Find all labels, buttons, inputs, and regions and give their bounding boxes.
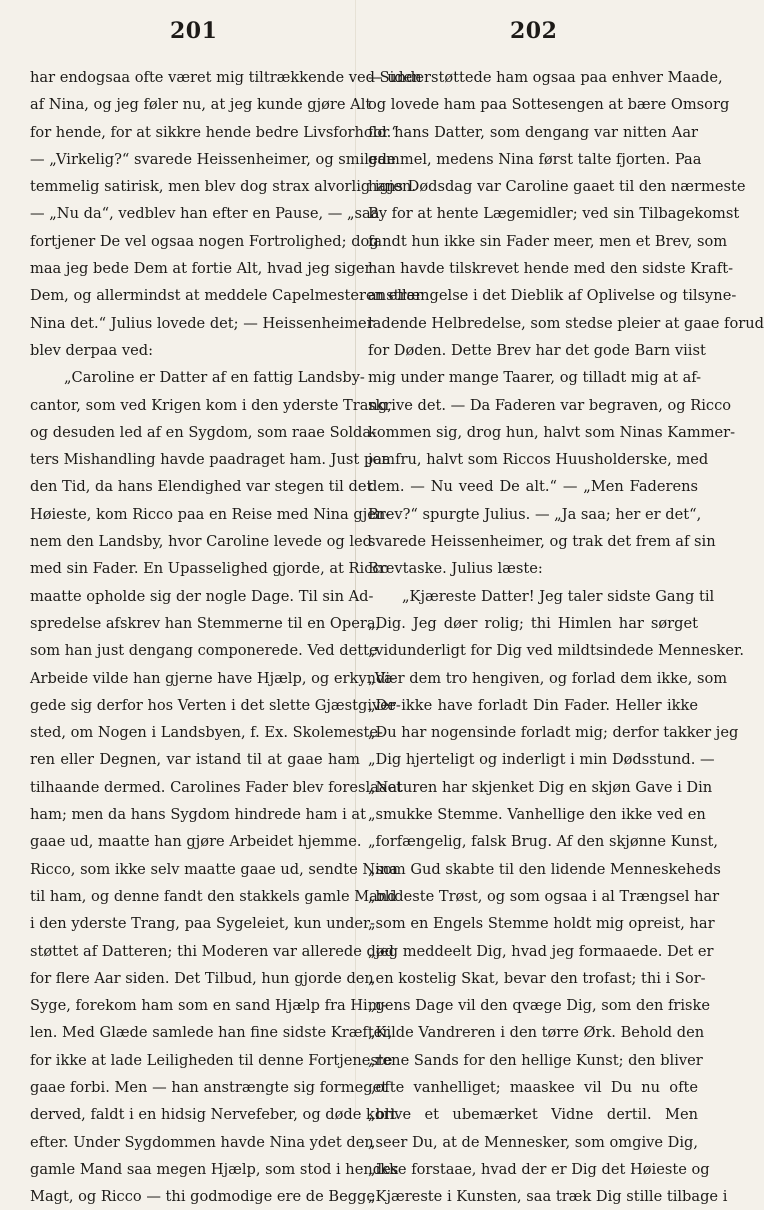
text-line: for hans Datter, som dengang var nitten Aar (368, 123, 698, 141)
text-line: ham; men da hans Sygdom hindrede ham i at (30, 806, 366, 824)
text-line: „Dig. Jeg døer rolig; thi Himlen har sørget (368, 614, 698, 632)
text-line: gaae ud, maatte han gjøre Arbeidet hjemme. (30, 833, 362, 851)
text-line: ren eller Degnen, var istand til at gaae ham (30, 751, 360, 769)
text-line: „De ikke have forladt Din Fader. Heller ikke (368, 696, 698, 714)
text-line: og lovede ham paa Sottesengen at bære Omsorg (368, 96, 730, 114)
text-line: skrive det. — Da Faderen var begraven, og Ricco (368, 396, 732, 414)
text-line: By for at hente Lægemidler; ved sin Tilbagekomst (368, 205, 740, 223)
text-line: hans Dødsdag var Caroline gaaet til den nærmeste (368, 178, 746, 196)
text-line: som han just dengang componerede. Ved dette (30, 642, 378, 660)
text-line: fortjener De vel ogsaa nogen Fortrolighed; dog (30, 232, 379, 250)
text-line: maa jeg bede Dem at fortie Alt, hvad jeg siger (30, 260, 372, 278)
text-line: „seer Du, at de Mennesker, som omgive Dig, (368, 1133, 699, 1151)
text-line: temmelig satirisk, men blev dog strax alvorlig igjen. (30, 178, 417, 196)
page-number-left: 201 (170, 18, 218, 44)
text-line: „en kostelig Skat, bevar den trofast; thi i Sor- (368, 969, 706, 987)
text-line: svarede Heissenheimer, og trak det frem af sin (368, 533, 716, 551)
text-line: gede sig derfor hos Verten i det slette Gjæstgiver- (30, 696, 401, 714)
text-line: „vidunderligt for Dig ved mildtsindede Mennesker. (368, 642, 745, 660)
text-line: med sin Fader. En Upasselighed gjorde, at Ricco (30, 560, 390, 578)
text-line: „gens Dage vil den qvæge Dig, som den friske (368, 997, 711, 1015)
text-line: til ham, og denne fandt den stakkels gamle Mand (30, 887, 397, 905)
text-line: gaae forbi. Men — han anstrængte sig formeget (30, 1078, 388, 1096)
text-line: „som Gud skabte til den lidende Menneskeheds (368, 860, 721, 878)
text-line: „Du har nogensinde forladt mig; derfor takker jeg (368, 724, 739, 742)
text-line: ters Mishandling havde paadraget ham. Just paa (30, 451, 391, 469)
text-line: derved, faldt i en hidsig Nervefeber, og døde kort (30, 1106, 397, 1124)
text-line: i den yderste Trang, paa Sygeleiet, kun under- (30, 915, 375, 933)
text-line: Nina det.“ Julius lovede det; — Heissenheimer (30, 314, 374, 332)
text-line: han havde tilskrevet hende med den sidste Kraft- (368, 260, 734, 278)
text-line: af Nina, og jeg føler nu, at jeg kunde gjøre Alt (30, 96, 372, 114)
text-line: „jeg meddeelt Dig, hvad jeg formaaede. Det er (368, 942, 714, 960)
text-line: „ikke forstaae, hvad der er Dig det Høieste og (368, 1160, 710, 1178)
text-line: — „Nu da“, vedblev han efter en Pause, — „saa (30, 205, 380, 223)
text-line: „blive et ubemærket Vidne dertil. Men (368, 1106, 698, 1124)
text-line: gamle Mand saa megen Hjælp, som stod i hendes (30, 1160, 399, 1178)
text-line: „smukke Stemme. Vanhellige den ikke ved en (368, 806, 706, 824)
text-column-left (30, 64, 423, 1210)
text-line: „Kjæreste Datter! Jeg taler sidste Gang til (402, 587, 715, 605)
text-line: Høieste, kom Ricco paa en Reise med Nina gjen- (30, 505, 391, 523)
text-line: „Naturen har skjenket Dig en skjøn Gave i Din (368, 778, 713, 796)
text-line: ladende Helbredelse, som stedse pleier at gaae forud (368, 314, 764, 332)
text-line: har endogsaa ofte været mig tiltrækkende ved Siden (30, 69, 422, 86)
text-line: „ofte vanhelliget; maaskee vil Du nu ofte (368, 1078, 698, 1096)
text-line: kommen sig, drog hun, halvt som Ninas Kammer- (368, 423, 736, 441)
text-line: for hende, for at sikkre hende bedre Livsforhold.“ (30, 123, 399, 141)
text-line: Brev?“ spurgte Julius. — „Ja saa; her er det“, (368, 505, 702, 523)
text-line: len. Med Glæde samlede han fine sidste Kræfter, (30, 1024, 393, 1042)
text-line: — understøttede ham ogsaa paa enhver Maade, (368, 69, 723, 86)
text-line: gammel, medens Nina først talte fjorten. Paa (368, 150, 702, 168)
text-line: „blideste Trøst, og som ogsaa i al Trængsel har (368, 887, 720, 905)
text-column-right (368, 64, 764, 1210)
text-line: cantor, som ved Krigen kom i den yderste Trang, (30, 396, 392, 414)
page-number-right: 202 (510, 18, 558, 44)
text-line: — „Virkelig?“ svarede Heissenheimer, og smilede (30, 150, 396, 168)
text-line: dem. — Nu veed De alt.“ — „Men Faderens (368, 478, 698, 496)
text-line: sted, om Nogen i Landsbyen, f. Ex. Skolemeste- (30, 724, 383, 742)
text-line: den Tid, da hans Elendighed var stegen til det (30, 478, 373, 496)
text-line: og desuden led af en Sygdom, som raae Solda- (30, 423, 377, 441)
text-line: „rene Sands for den hellige Kunst; den bliver (368, 1051, 703, 1069)
text-line: for Døden. Dette Brev har det gode Barn viist (368, 341, 706, 359)
text-line: maatte opholde sig der nogle Dage. Til sin Ad- (30, 587, 374, 605)
text-line: blev derpaa ved: (30, 341, 154, 359)
text-line: „Kjæreste i Kunsten, saa træk Dig stille tilbage i (368, 1188, 728, 1206)
text-line: tilhaande dermed. Carolines Fader blev foreslaaet (30, 778, 403, 796)
text-line: „Vær dem tro hengiven, og forlad dem ikke, som (368, 669, 728, 687)
text-line: Syge, forekom ham som en sand Hjælp fra Him- (30, 997, 387, 1015)
text-line: „som en Engels Stemme holdt mig opreist, har (368, 915, 715, 933)
text-line: mig under mange Taarer, og tilladt mig at af- (368, 369, 702, 387)
text-line: anstrængelse i det Dieblik af Oplivelse og tilsyne- (368, 287, 737, 305)
text-line: „Caroline er Datter af en fattig Landsby- (64, 369, 365, 387)
text-line: støttet af Datteren; thi Moderen var allerede død (30, 942, 394, 960)
text-line: Magt, og Ricco — thi godmodige ere de Begge (30, 1188, 376, 1206)
text-line: Arbeide vilde han gjerne have Hjælp, og erkyndi- (30, 669, 395, 687)
text-line: jomfru, halvt som Riccos Huusholderske, med (368, 451, 709, 469)
text-line: Brevtaske. Julius læste: (368, 560, 543, 578)
text-line: Ricco, som ikke selv maatte gaae ud, sendte Nina (30, 860, 398, 878)
text-line: fandt hun ikke sin Fader meer, men et Brev, som (368, 232, 728, 250)
text-line: for flere Aar siden. Det Tilbud, hun gjorde den (30, 969, 374, 987)
text-line: nem den Landsby, hvor Caroline levede og led (30, 533, 372, 551)
text-line: spredelse afskrev han Stemmerne til en Opera, (30, 614, 381, 632)
text-line: „forfængelig, falsk Brug. Af den skjønne Kunst, (368, 833, 719, 851)
text-line: for ikke at lade Leiligheden til denne Fortjeneste (30, 1051, 393, 1069)
text-line: Dem, og allermindst at meddele Capelmesteren eller (30, 287, 423, 305)
text-line: efter. Under Sygdommen havde Nina ydet den (30, 1133, 374, 1151)
text-line: „Dig hjerteligt og inderligt i min Dødsstund. — (368, 751, 715, 769)
text-line: „Kilde Vandreren i den tørre Ørk. Behold den (368, 1024, 705, 1042)
